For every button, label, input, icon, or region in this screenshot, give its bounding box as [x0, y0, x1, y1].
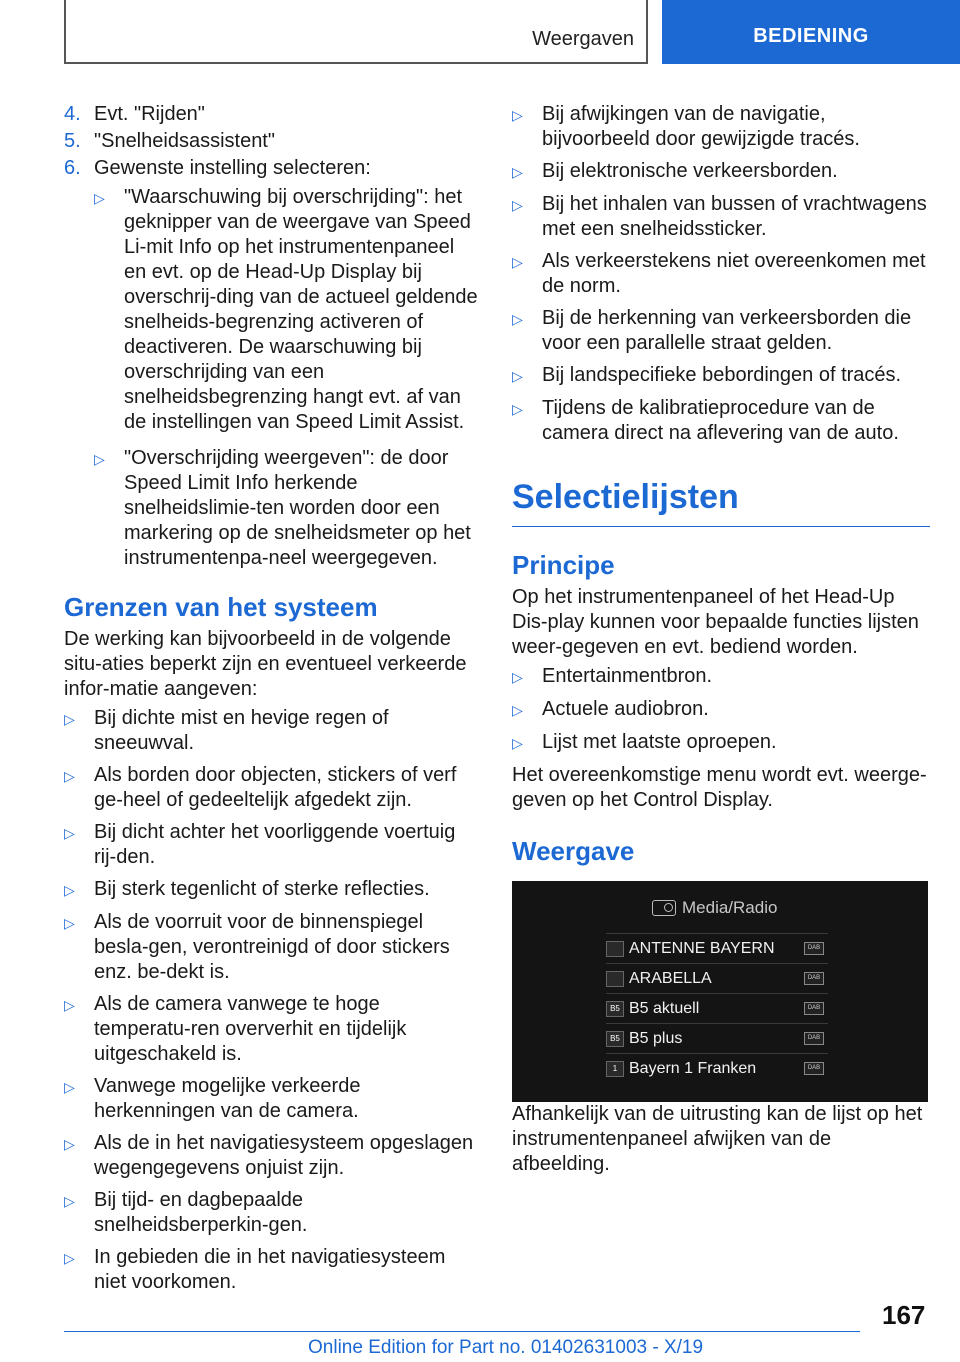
- station-row: [606, 933, 828, 963]
- list-item: ▷ Bij het inhalen van bussen of vrachtwagens met een snelheidssticker.: [512, 193, 927, 240]
- dab-badge: DAB: [804, 972, 824, 985]
- principle-list: [512, 664, 930, 756]
- station-name: B5 aktuell: [629, 1000, 700, 1017]
- dab-badge: DAB: [804, 1062, 824, 1075]
- bullet-triangle-icon: ▷: [512, 702, 523, 718]
- list-item: ▷ Bij elektronische verkeersborden.: [512, 159, 930, 185]
- principle-text: Op het instrumentenpaneel of het Head-Up Dis-play kunnen voor bepaalde functies lijsten weer-gegeven en evt. bediend worden.: [512, 586, 919, 658]
- radio-icon: [652, 900, 676, 916]
- dab-badge: DAB: [804, 1032, 824, 1045]
- station-logo-icon: B5: [606, 1001, 624, 1017]
- section-heading-display: Weergave: [512, 836, 635, 866]
- station-name: ANTENNE BAYERN: [629, 940, 775, 957]
- left-column: [64, 102, 478, 1302]
- bullet-triangle-icon: ▷: [64, 882, 75, 898]
- list-item: ▷ Entertainmentbron.: [512, 664, 930, 690]
- bullet-triangle-icon: ▷: [64, 997, 75, 1013]
- display-title-text: Media/Radio: [682, 898, 778, 917]
- step-6: [64, 156, 478, 181]
- chapter-title: Selectielijsten: [512, 476, 930, 527]
- list-item: ▷ Bij sterk tegenlicht of sterke reflecties.: [64, 877, 478, 903]
- list-item: ▷ Tijdens de kalibratieprocedure van de camera direct na aflevering van de auto.: [512, 397, 899, 444]
- list-item: ▷ Als de camera vanwege te hoge temperatu-ren oververhit en tijdelijk uitgeschakeld is.: [64, 993, 407, 1065]
- bullet-triangle-icon: ▷: [512, 368, 523, 384]
- step-text: Gewenste instelling selecteren:: [94, 157, 371, 179]
- list-item: ▷ Bij afwijkingen van de navigatie, bijvoorbeeld door gewijzigde tracés.: [512, 103, 860, 150]
- step-text: "Snelheidsassistent": [94, 130, 275, 152]
- station-logo-icon: 1: [606, 1061, 624, 1077]
- bullet-triangle-icon: ▷: [64, 1250, 75, 1266]
- list-item: ▷ Als borden door objecten, stickers of verf ge-heel of gedeeltelijk afgedekt zijn.: [64, 764, 457, 811]
- list-item: ▷ Bij dicht achter het voorliggende voertuig rij-den.: [64, 821, 456, 868]
- bullet-triangle-icon: ▷: [512, 669, 523, 685]
- header-frame: [64, 0, 648, 64]
- station-row: [606, 1053, 828, 1083]
- footer-divider: [64, 1331, 860, 1332]
- right-column: [512, 102, 930, 1181]
- list-item: ▷ Als de in het navigatiesysteem opgeslagen wegengegevens onjuist zijn.: [64, 1132, 474, 1179]
- principle-after: Het overeenkomstige menu wordt evt. weerge-geven op het Control Display.: [512, 764, 927, 811]
- list-item: ▷ Lijst met laatste oproepen.: [512, 730, 930, 756]
- dab-badge: DAB: [804, 942, 824, 955]
- step-number: 4.: [64, 103, 81, 125]
- limits-intro: De werking kan bijvoorbeeld in de volgende situ-aties beperkt zijn en eventueel verkeerde infor-matie aangeven:: [64, 628, 467, 700]
- section-heading-limits: Grenzen van het systeem: [64, 592, 378, 622]
- list-item: ▷ "Waarschuwing bij overschrijding": het geknipper van de weergave van Speed Li-mit Info op het instrumentenpaneel en evt. op de Head-Up Display bij overschrij-ding van de actueel geldende snelheids-begrenzing activeren of deactiveren. De waarschuwing bij overschrijding van een snelheidsbegrenzing hangt evt. af van de instellingen van Speed Limit Assist.: [94, 186, 478, 433]
- bullet-triangle-icon: ▷: [94, 451, 105, 467]
- bullet-triangle-icon: ▷: [64, 711, 75, 727]
- station-list: [606, 933, 828, 1083]
- limits-list: [64, 706, 478, 1295]
- bullet-triangle-icon: ▷: [512, 401, 523, 417]
- station-name: Bayern 1 Franken: [629, 1060, 757, 1077]
- section-heading-principle: Principe: [512, 550, 615, 580]
- dab-badge: DAB: [804, 1002, 824, 1015]
- list-item: ▷ Bij tijd- en dagbepaalde snelheidsberperkin-gen.: [64, 1189, 308, 1236]
- station-logo-icon: [606, 941, 624, 957]
- list-item: ▷ Als verkeerstekens niet overeenkomen met de norm.: [512, 250, 926, 297]
- step-4: [64, 102, 478, 127]
- step-6-options: [64, 185, 478, 571]
- station-name: B5 plus: [629, 1030, 683, 1047]
- list-item: ▷ "Overschrijding weergeven": de door Speed Limit Info herkende snelheidslimie-ten worden door een markering op de snelheidsmeter op het instrumentenpa-neel weergegeven.: [94, 447, 471, 569]
- step-number: 6.: [64, 157, 81, 179]
- list-item: ▷ Vanwege mogelijke verkeerde herkenningen van de camera.: [64, 1075, 361, 1122]
- list-item: ▷ Actuele audiobron.: [512, 697, 930, 723]
- bullet-triangle-icon: ▷: [94, 190, 105, 206]
- bullet-triangle-icon: ▷: [64, 768, 75, 784]
- header-section-title: Weergaven: [532, 28, 634, 50]
- bullet-triangle-icon: ▷: [64, 1079, 75, 1095]
- step-5: [64, 129, 478, 154]
- station-logo-icon: B5: [606, 1031, 624, 1047]
- station-row: [606, 1023, 828, 1053]
- station-logo-icon: [606, 971, 624, 987]
- station-name: ARABELLA: [629, 970, 712, 987]
- header-chapter-tab: BEDIENING: [662, 0, 960, 64]
- limits-list-continued: [512, 102, 930, 446]
- station-row: [606, 963, 828, 993]
- image-caption: Afhankelijk van de uitrusting kan de lijst op het instrumentenpaneel afwijken van de afbeelding.: [512, 1103, 923, 1175]
- list-item: ▷ Bij dichte mist en hevige regen of sneeuwval.: [64, 707, 389, 754]
- bullet-triangle-icon: ▷: [64, 1193, 75, 1209]
- bullet-triangle-icon: ▷: [512, 164, 523, 180]
- media-radio-screenshot: [512, 881, 928, 1102]
- bullet-triangle-icon: ▷: [512, 311, 523, 327]
- display-title: [652, 895, 777, 920]
- numbered-steps: [64, 102, 478, 181]
- station-row: [606, 993, 828, 1023]
- footer-edition-text: Online Edition for Part no. 01402631003 - X/19: [308, 1337, 704, 1358]
- bullet-triangle-icon: ▷: [512, 254, 523, 270]
- bullet-triangle-icon: ▷: [64, 915, 75, 931]
- list-item: ▷ Als de voorruit voor de binnenspiegel besla-gen, verontreinigd of door stickers enz. be-dekt is.: [64, 911, 450, 983]
- bullet-triangle-icon: ▷: [64, 825, 75, 841]
- page-number: 167: [882, 1300, 926, 1330]
- list-item: ▷ Bij de herkenning van verkeersborden die voor een parallelle straat gelden.: [512, 307, 912, 354]
- list-item: ▷ Bij landspecifieke bebordingen of tracés.: [512, 363, 930, 389]
- bullet-triangle-icon: ▷: [64, 1136, 75, 1152]
- bullet-triangle-icon: ▷: [512, 197, 523, 213]
- bullet-triangle-icon: ▷: [512, 735, 523, 751]
- list-item: ▷ In gebieden die in het navigatiesysteem niet voorkomen.: [64, 1246, 446, 1293]
- bullet-triangle-icon: ▷: [512, 107, 523, 123]
- step-text: Evt. "Rijden": [94, 103, 205, 125]
- step-number: 5.: [64, 130, 81, 152]
